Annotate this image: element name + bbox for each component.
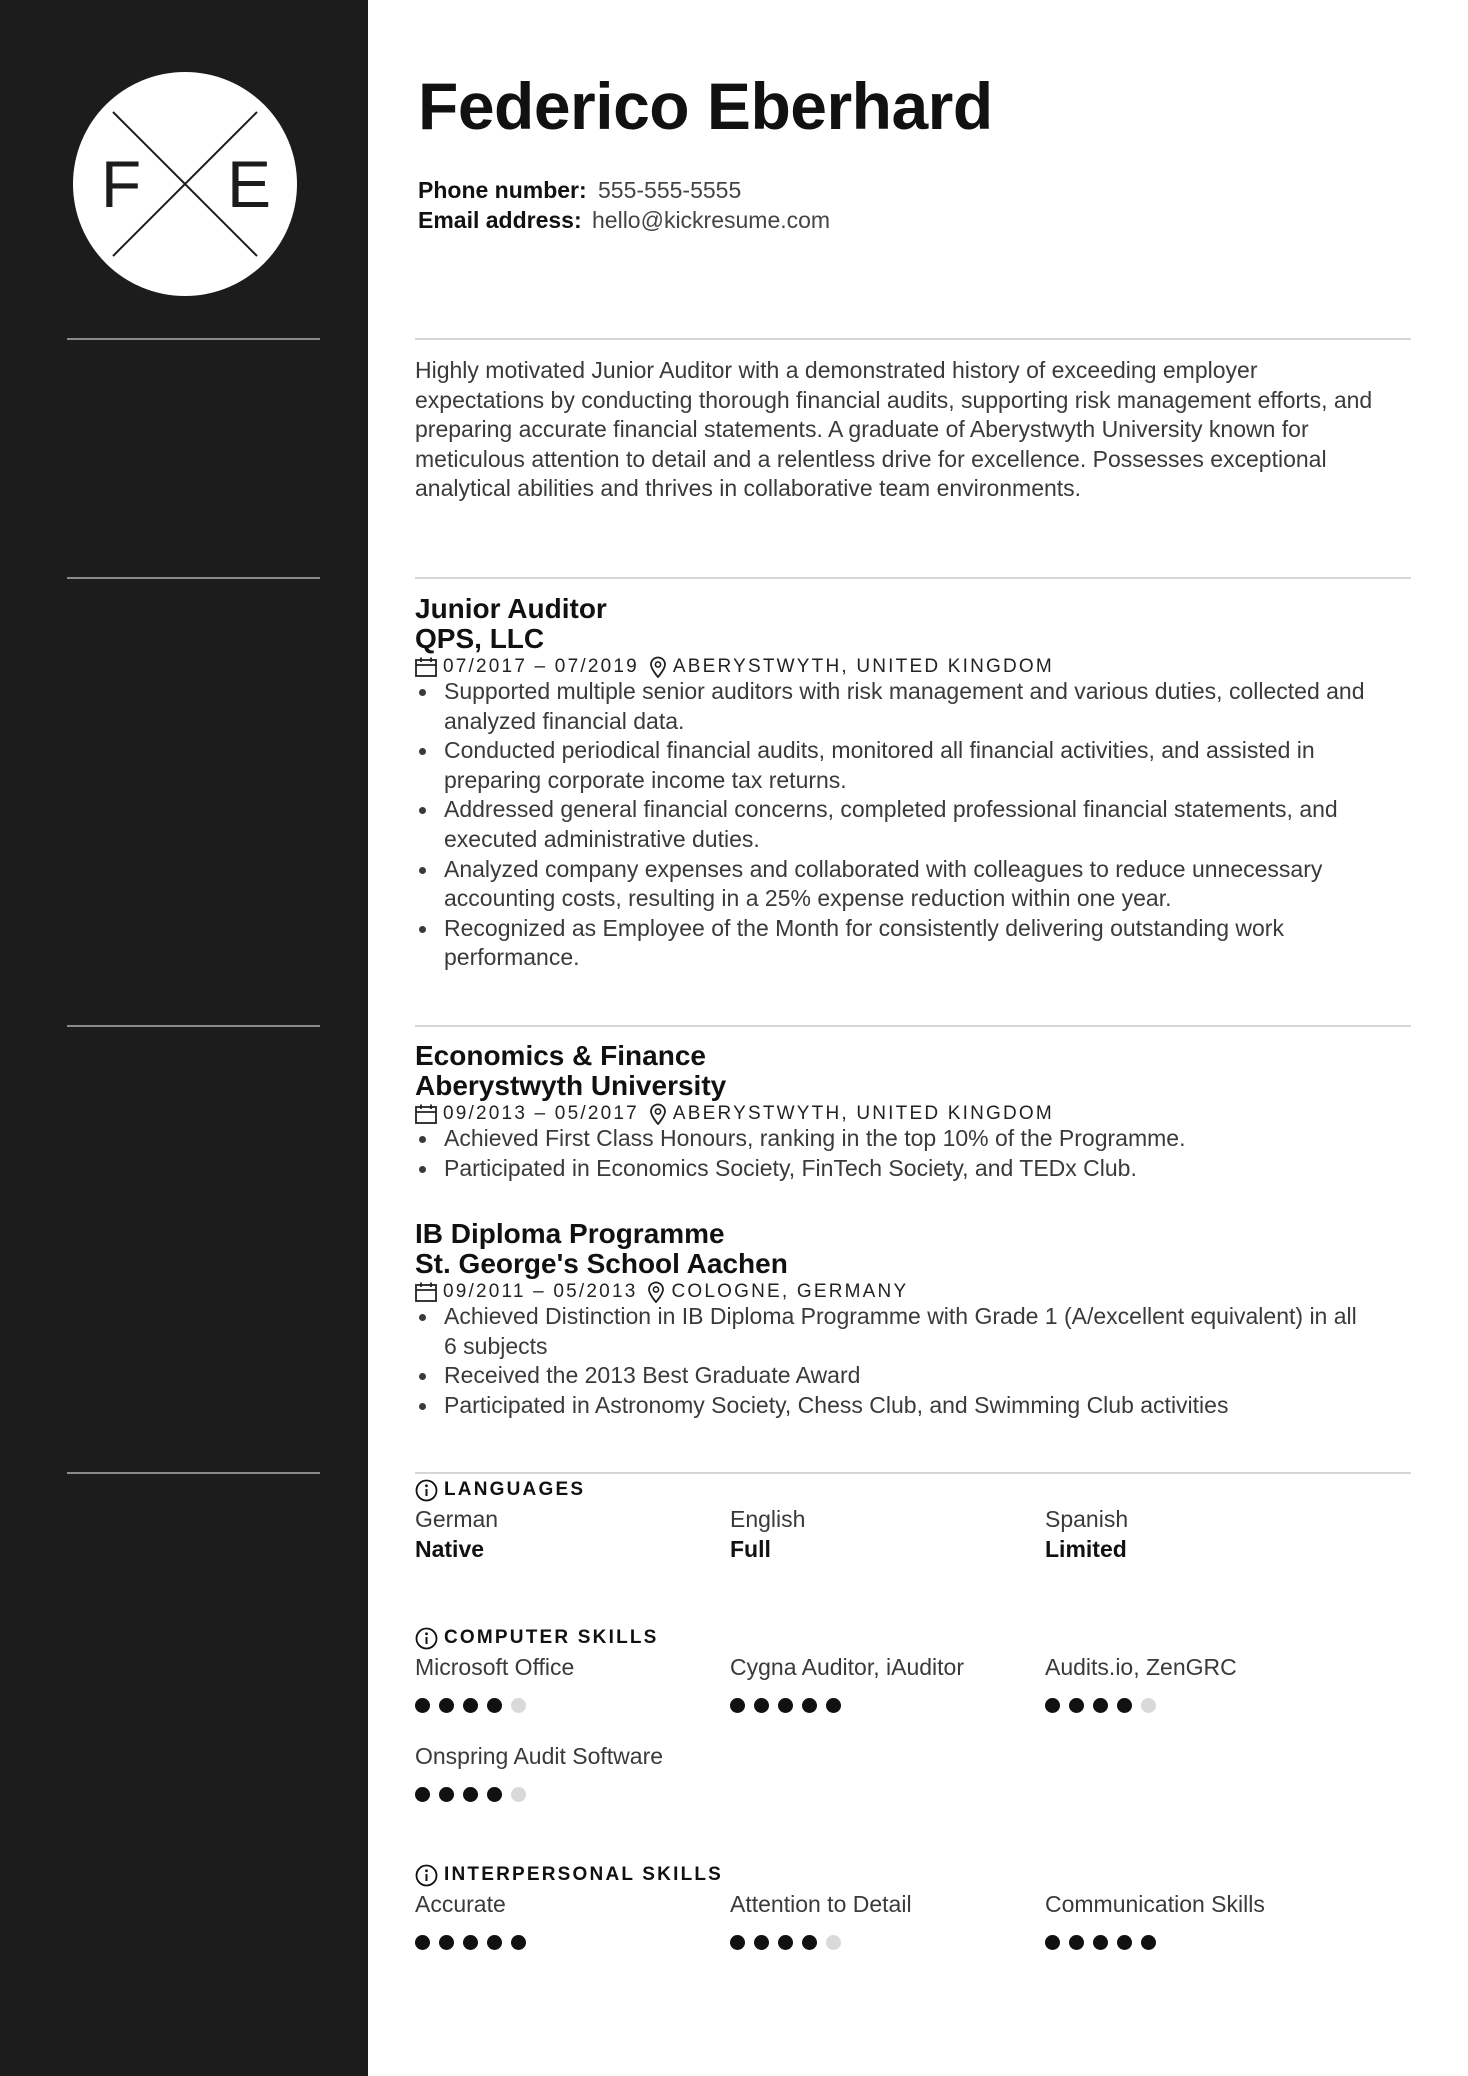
job-location: ABERYSTWYTH, UNITED KINGDOM — [672, 656, 1054, 677]
rating-dot-filled — [439, 1698, 454, 1713]
email-value: hello@kickresume.com — [592, 207, 831, 233]
sidebar-divider — [67, 577, 320, 579]
rating-dot-filled — [439, 1935, 454, 1950]
sidebar-divider — [67, 1472, 320, 1474]
education-degree: Economics & Finance — [415, 1040, 706, 1071]
education-bullets — [415, 1124, 1375, 1183]
sidebar-divider — [67, 338, 320, 340]
profile-summary: Highly motivated Junior Auditor with a demonstrated history of exceeding employer expectations by conducting thorough financial audits, supporting risk management efforts, and preparing accurate financial statements. A graduate of Aberystwyth University known for meticulous attention to detail and a relentless drive for excellence. Possesses exceptional analytical abilities and thrives in collaborative team environments. — [415, 357, 1373, 502]
rating-dot-filled — [1069, 1698, 1084, 1713]
monogram-first-initial: F — [100, 147, 142, 221]
rating-dot-filled — [1117, 1698, 1132, 1713]
rating-dot-empty — [1141, 1698, 1156, 1713]
skills-languages-heading — [415, 1478, 585, 1502]
rating-dot-filled — [778, 1698, 793, 1713]
education-meta — [415, 1102, 1054, 1126]
education-location: ABERYSTWYTH, UNITED KINGDOM — [672, 1103, 1054, 1124]
rating-dot-filled — [463, 1935, 478, 1950]
rating-dot-filled — [802, 1698, 817, 1713]
rating-dot-empty — [511, 1698, 526, 1713]
rating-dot-empty — [826, 1935, 841, 1950]
list-item: Participated in Economics Society, FinTech Society, and TEDx Club. — [415, 1154, 1375, 1184]
contact-email — [418, 205, 830, 235]
section-divider — [415, 1472, 1411, 1474]
skills-computer-title: COMPUTER SKILLS — [444, 1627, 659, 1648]
rating-dot-filled — [1093, 1935, 1108, 1950]
rating-dot-filled — [802, 1935, 817, 1950]
education-degree: IB Diploma Programme — [415, 1218, 725, 1249]
rating-dot-filled — [1045, 1698, 1060, 1713]
rating-dot-filled — [415, 1787, 430, 1802]
rating-dot-filled — [826, 1698, 841, 1713]
rating-dot-filled — [754, 1935, 769, 1950]
rating-dot-filled — [415, 1935, 430, 1950]
rating-dot-filled — [1093, 1698, 1108, 1713]
rating-dot-filled — [1069, 1935, 1084, 1950]
rating-dot-filled — [1141, 1935, 1156, 1950]
list-item: Analyzed company expenses and collaborated with colleagues to reduce unnecessary accounting costs, resulting in a 25% expense reduction within one year. — [415, 855, 1375, 914]
rating-dot-filled — [487, 1698, 502, 1713]
rating-dot-filled — [463, 1787, 478, 1802]
candidate-name: Federico Eberhard — [418, 69, 993, 143]
education-school: Aberystwyth University — [415, 1070, 727, 1101]
language-level: Native — [415, 1536, 485, 1562]
skill-rating — [1045, 1698, 1156, 1713]
phone-value: 555-555-5555 — [598, 177, 742, 203]
email-label: Email address: — [418, 207, 582, 233]
info-icon — [415, 1864, 438, 1887]
interpersonal-skill-name: Communication Skills — [1045, 1891, 1265, 1917]
section-divider — [415, 577, 1411, 579]
list-item: Achieved Distinction in IB Diploma Programme with Grade 1 (A/excellent equivalent) in all 6 subjects — [415, 1302, 1375, 1361]
rating-dot-filled — [730, 1698, 745, 1713]
language-name: English — [730, 1506, 806, 1532]
sidebar-divider — [67, 1025, 320, 1027]
job-dates: 07/2017 – 07/2019 — [443, 656, 639, 677]
list-item: Achieved First Class Honours, ranking in the top 10% of the Programme. — [415, 1124, 1375, 1154]
list-item: Participated in Astronomy Society, Chess Club, and Swimming Club activities — [415, 1391, 1375, 1421]
rating-dot-filled — [463, 1698, 478, 1713]
list-item: Received the 2013 Best Graduate Award — [415, 1361, 1375, 1391]
skills-interpersonal-title: INTERPERSONAL SKILLS — [444, 1864, 724, 1885]
language-level: Limited — [1045, 1536, 1127, 1562]
skill-rating — [415, 1787, 526, 1802]
rating-dot-filled — [730, 1935, 745, 1950]
calendar-icon — [415, 1104, 437, 1124]
education-dates: 09/2013 – 05/2017 — [443, 1103, 639, 1124]
monogram-badge — [73, 72, 297, 296]
monogram-last-initial: E — [226, 147, 272, 221]
skills-computer-heading — [415, 1626, 659, 1650]
rating-dot-filled — [487, 1787, 502, 1802]
job-company: QPS, LLC — [415, 623, 545, 654]
computer-skill-name: Microsoft Office — [415, 1654, 575, 1680]
rating-dot-filled — [1117, 1935, 1132, 1950]
education-bullets — [415, 1302, 1375, 1420]
rating-dot-filled — [415, 1698, 430, 1713]
contact-phone — [418, 175, 741, 205]
location-pin-icon — [649, 1103, 667, 1125]
education-school: St. George's School Aachen — [415, 1248, 788, 1279]
computer-skill-name: Cygna Auditor, iAuditor — [730, 1654, 964, 1680]
info-icon — [415, 1627, 438, 1650]
education-dates: 09/2011 – 05/2013 — [443, 1281, 638, 1302]
education-meta — [415, 1280, 908, 1304]
job-title: Junior Auditor — [415, 593, 607, 624]
language-name: Spanish — [1045, 1506, 1129, 1532]
skill-rating — [1045, 1935, 1156, 1950]
list-item: Supported multiple senior auditors with risk management and various duties, collected and analyzed financial data. — [415, 677, 1375, 736]
list-item: Recognized as Employee of the Month for consistently delivering outstanding work performance. — [415, 914, 1375, 973]
interpersonal-skill-name: Accurate — [415, 1891, 506, 1917]
computer-skill-name: Audits.io, ZenGRC — [1045, 1654, 1237, 1680]
calendar-icon — [415, 657, 437, 677]
location-pin-icon — [647, 1281, 665, 1303]
info-icon — [415, 1479, 438, 1502]
section-divider — [415, 1025, 1411, 1027]
job-meta — [415, 655, 1054, 679]
sidebar — [0, 0, 368, 2076]
rating-dot-filled — [754, 1698, 769, 1713]
skills-interpersonal-heading — [415, 1863, 723, 1887]
education-location: COLOGNE, GERMANY — [671, 1281, 909, 1302]
location-pin-icon — [649, 656, 667, 678]
calendar-icon — [415, 1282, 437, 1302]
computer-skill-name: Onspring Audit Software — [415, 1743, 664, 1769]
skill-rating — [730, 1698, 841, 1713]
rating-dot-filled — [487, 1935, 502, 1950]
interpersonal-skill-name: Attention to Detail — [730, 1891, 912, 1917]
list-item: Addressed general financial concerns, completed professional financial statements, and executed administrative duties. — [415, 795, 1375, 854]
phone-label: Phone number: — [418, 177, 587, 203]
list-item: Conducted periodical financial audits, monitored all financial activities, and assisted in preparing corporate income tax returns. — [415, 736, 1375, 795]
section-divider — [415, 338, 1411, 340]
rating-dot-filled — [778, 1935, 793, 1950]
skill-rating — [415, 1698, 526, 1713]
language-name: German — [415, 1506, 499, 1532]
language-level: Full — [730, 1536, 771, 1562]
skill-rating — [415, 1935, 526, 1950]
rating-dot-empty — [511, 1787, 526, 1802]
rating-dot-filled — [1045, 1935, 1060, 1950]
rating-dot-filled — [511, 1935, 526, 1950]
skill-rating — [730, 1935, 841, 1950]
job-bullets — [415, 677, 1375, 973]
rating-dot-filled — [439, 1787, 454, 1802]
skills-languages-title: LANGUAGES — [444, 1479, 586, 1500]
